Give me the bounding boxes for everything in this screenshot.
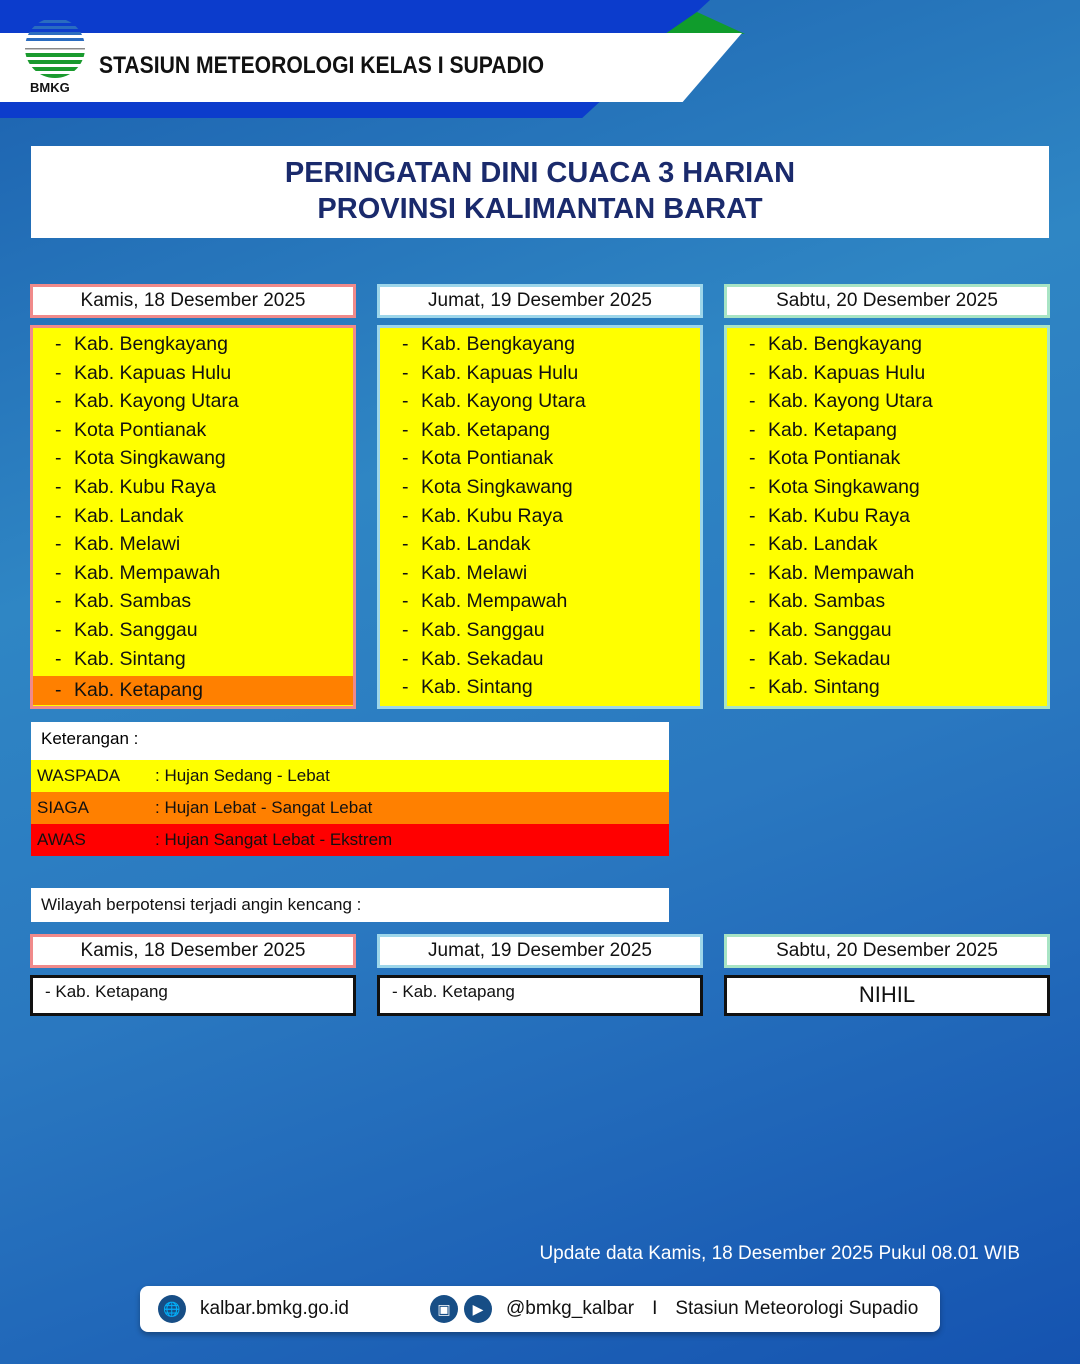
wind-value: NIHIL — [724, 975, 1050, 1016]
logo-text: BMKG — [30, 80, 70, 95]
list-item: - Kab. Sintang — [55, 647, 186, 670]
footer — [140, 1286, 940, 1332]
list-item: - Kab. Sintang — [402, 676, 533, 699]
region-list — [30, 325, 356, 709]
list-item: - Kab. Kayong Utara — [402, 390, 586, 413]
list-item: - Kab. Kapuas Hulu — [55, 361, 232, 384]
legend — [31, 722, 669, 856]
list-item: - Kab. Kapuas Hulu — [749, 361, 926, 384]
list-item: - Kab. Landak — [55, 504, 184, 527]
list-item: - Kab. Sanggau — [749, 618, 892, 641]
legend-row: AWAS : Hujan Sangat Lebat - Ekstrem — [31, 824, 669, 856]
list-item: - Kab. Kapuas Hulu — [402, 361, 579, 384]
page-title — [31, 146, 1049, 238]
region-list — [724, 325, 1050, 709]
list-item: - Kab. Sekadau — [402, 647, 544, 670]
separator: I — [652, 1298, 658, 1319]
list-item: - Kab. Sambas — [55, 590, 192, 613]
wind-title: Wilayah berpotensi terjadi angin kencang : — [31, 888, 669, 922]
wind-date: Jumat, 19 Desember 2025 — [377, 934, 703, 968]
update-text: Update data Kamis, 18 Desember 2025 Pukul 08.01 WIB — [539, 1243, 1020, 1264]
list-item: - Kab. Sekadau — [749, 647, 891, 670]
list-item: - Kab. Kubu Raya — [55, 475, 217, 498]
day-date: Kamis, 18 Desember 2025 — [30, 284, 356, 318]
wind-date: Kamis, 18 Desember 2025 — [30, 934, 356, 968]
list-item: - Kab. Landak — [749, 533, 878, 556]
list-item: - Kota Pontianak — [402, 447, 554, 470]
station-footer-name: Stasiun Meteorologi Supadio — [675, 1298, 919, 1319]
title-line-2: PROVINSI KALIMANTAN BARAT — [317, 193, 763, 225]
list-item: - Kab. Melawi — [55, 533, 181, 556]
list-item: - Kab. Kayong Utara — [749, 390, 933, 413]
social-handle[interactable]: @bmkg_kalbar — [506, 1298, 635, 1319]
list-item: - Kab. Sanggau — [402, 618, 545, 641]
list-item: - Kab. Kubu Raya — [402, 504, 564, 527]
title-line-1: PERINGATAN DINI CUACA 3 HARIAN — [284, 157, 796, 189]
list-item: - Kab. Landak — [402, 533, 531, 556]
list-item: - Kab. Kubu Raya — [749, 504, 911, 527]
youtube-icon[interactable]: ▶ — [464, 1295, 492, 1323]
list-item: - Kab. Sambas — [749, 590, 886, 613]
list-item: - Kab. Bengkayang — [55, 333, 228, 355]
list-item-siaga: - Kab. Ketapang — [33, 676, 353, 705]
station-name: STASIUN METEOROLOGI KELAS I SUPADIO — [99, 52, 545, 79]
day-date: Sabtu, 20 Desember 2025 — [724, 284, 1050, 318]
list-item: - Kota Singkawang — [55, 447, 226, 470]
list-item: - Kota Singkawang — [402, 475, 573, 498]
list-item: - Kab. Kayong Utara — [55, 390, 239, 413]
list-item: - Kab. Ketapang — [749, 418, 898, 441]
list-item: - Kab. Mempawah — [55, 561, 221, 584]
list-item: - Kota Pontianak — [55, 418, 207, 441]
list-item: - Kab. Bengkayang — [402, 333, 575, 355]
website-link[interactable]: kalbar.bmkg.go.id — [200, 1298, 349, 1319]
day-date: Jumat, 19 Desember 2025 — [377, 284, 703, 318]
list-item: - Kota Pontianak — [749, 447, 901, 470]
wind-value: - Kab. Ketapang — [30, 975, 356, 1016]
region-list — [377, 325, 703, 709]
instagram-icon[interactable]: ▣ — [430, 1295, 458, 1323]
wind-value: - Kab. Ketapang — [377, 975, 703, 1016]
list-item: - Kab. Ketapang — [402, 418, 551, 441]
globe-icon: 🌐 — [158, 1295, 186, 1323]
legend-row: WASPADA : Hujan Sedang - Lebat — [31, 760, 669, 792]
legend-row: SIAGA : Hujan Lebat - Sangat Lebat — [31, 792, 669, 824]
list-item: - Kab. Bengkayang — [749, 333, 922, 355]
list-item: - Kab. Melawi — [402, 561, 528, 584]
list-item: - Kota Singkawang — [749, 475, 920, 498]
list-item: - Kab. Sintang — [749, 676, 880, 699]
list-item: - Kab. Mempawah — [402, 590, 568, 613]
list-item: - Kab. Mempawah — [749, 561, 915, 584]
legend-title: Keterangan : — [41, 729, 139, 748]
wind-date: Sabtu, 20 Desember 2025 — [724, 934, 1050, 968]
list-item: - Kab. Sanggau — [55, 618, 198, 641]
